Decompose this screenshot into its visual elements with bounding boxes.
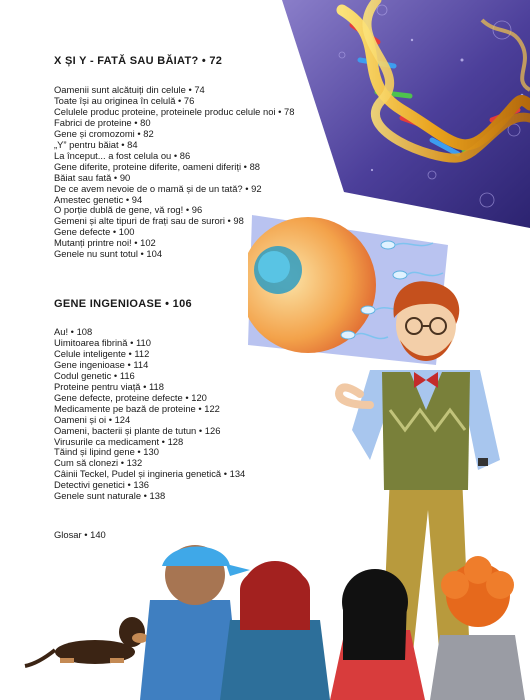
toc-item[interactable]: Gene și cromozomi • 82 [54, 127, 154, 139]
toc-item[interactable]: Cum să clonezi • 132 [54, 457, 143, 469]
toc-item[interactable]: Oamenii sunt alcătuiți din celule • 74 [54, 84, 205, 95]
children-illustration [0, 540, 530, 700]
toc-item[interactable]: Fabrici de proteine • 80 [54, 116, 151, 128]
toc-item[interactable]: Uimitoarea fibrină • 110 [54, 336, 151, 348]
toc-item[interactable]: Amestec genetic • 94 [54, 193, 143, 205]
dna-illustration [282, 0, 530, 228]
toc-item[interactable]: Gene ingenioase • 114 [54, 358, 149, 370]
dog-illustration [25, 617, 148, 666]
toc-item[interactable]: Băiat sau fată • 90 [54, 171, 131, 183]
toc-item[interactable]: Mutanți printre noi! • 102 [54, 237, 156, 249]
toc-item[interactable]: O porție dublă de gene, vă rog! • 96 [54, 204, 203, 216]
toc-item[interactable]: Celule inteligente • 112 [54, 347, 150, 359]
toc-item[interactable]: Oameni și oi • 124 [54, 413, 131, 425]
toc-item[interactable]: Virusurile ca medicament • 128 [54, 435, 184, 447]
toc-item[interactable]: Codul genetic • 116 [54, 369, 135, 381]
toc-item[interactable]: Tăind și lipind gene • 130 [54, 446, 159, 458]
toc-item[interactable]: Gene defecte, proteine defecte • 120 [54, 391, 207, 403]
toc-item[interactable]: La început... a fost celula ou • 86 [54, 149, 191, 161]
toc-item[interactable]: Genele nu sunt totul • 104 [54, 248, 163, 260]
toc-item[interactable]: Gene diferite, proteine diferite, oameni diferiți • 88 [54, 160, 260, 172]
toc-list-section-2 [54, 327, 245, 502]
toc-item[interactable]: Proteine pentru viață • 118 [54, 380, 164, 392]
toc-list-section-1 [54, 85, 294, 260]
toc-item[interactable]: Detectivi genetici • 136 [54, 479, 149, 491]
toc-item[interactable]: Celulele produc proteine, proteinele produc celule noi • 78 [54, 105, 295, 117]
toc-item[interactable]: Oameni, bacterii și plante de tutun • 126 [54, 424, 221, 436]
toc-item[interactable]: Câinii Teckel, Pudel și ingineria genetică • 134 [54, 468, 246, 480]
toc-item[interactable]: Medicamente pe bază de proteine • 122 [54, 402, 220, 414]
section-heading-x-si-y: X ȘI Y - FATĂ SAU BĂIAT? • 72 [54, 55, 223, 67]
toc-item[interactable]: Gene defecte • 100 [54, 226, 135, 238]
toc-item[interactable]: Gemeni și alte tipuri de frați sau de surori • 98 [54, 215, 244, 227]
toc-item[interactable]: Toate își au originea în celulă • 76 [54, 94, 195, 106]
section-heading-gene-ingenioase: GENE INGENIOASE • 106 [54, 298, 192, 310]
toc-item-glossary[interactable]: Glosar • 140 [54, 529, 106, 540]
toc-item[interactable]: Genele sunt naturale • 138 [54, 490, 166, 502]
toc-item[interactable]: De ce avem nevoie de o mamă și de un tată? • 92 [54, 182, 262, 194]
toc-item[interactable]: Au! • 108 [54, 326, 93, 337]
toc-item[interactable]: „Y” pentru băiat • 84 [54, 138, 138, 150]
